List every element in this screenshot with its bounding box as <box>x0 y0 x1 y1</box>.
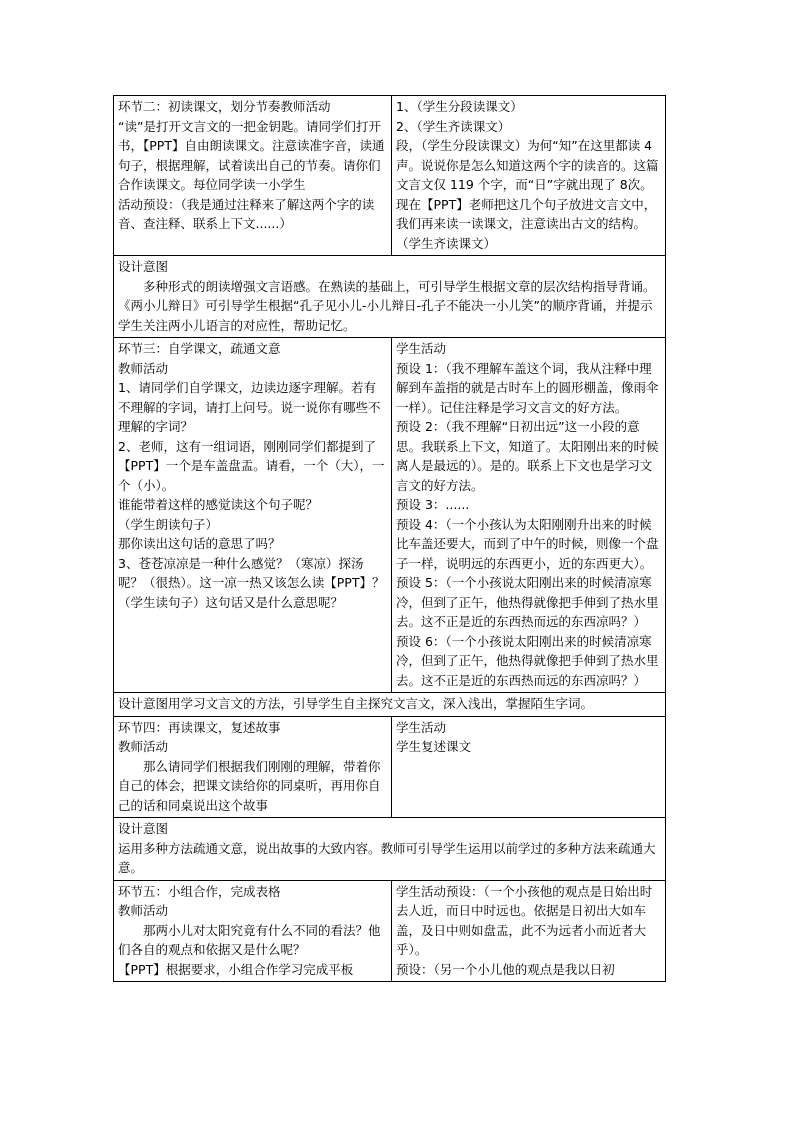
section3-step-3: 3、苍苍凉凉是一种什么感觉？（寒凉）探汤呢？（很热）。这一凉一热又该怎么读【PPT】？（学生读句子）这句话又是什么意思呢？ <box>118 555 385 610</box>
section2-heading: 环节二：初读课文，划分节奏教师活动 <box>118 99 331 114</box>
section3-heading: 环节三：自学课文，疏通文意 <box>118 341 281 356</box>
section4-student-label: 学生活动 <box>396 719 447 735</box>
section5-teacher-cell <box>114 880 392 982</box>
intent2-cell <box>114 693 666 717</box>
section4-teacher-cell <box>114 716 392 818</box>
section3-student-cell <box>392 338 666 693</box>
section5-teacher-label: 教师活动 <box>118 903 169 918</box>
section4-heading: 环节四：再读课文，复述故事 <box>118 719 281 735</box>
section5-student-cell <box>392 880 666 982</box>
preset-3: 预设 3：...... <box>396 497 470 512</box>
row-section3 <box>114 338 666 693</box>
section3-question: 谁能带着这样的感觉读这个句子呢？ <box>118 497 319 512</box>
section5-heading: 环节五：小组合作，完成表格 <box>118 883 281 899</box>
section3-teacher-cell <box>114 338 392 693</box>
section2-teacher-text: “读”是打开文言文的一把金钥匙。请同学们打开书，【PPT】自由朗读课文。注意读准字音，读通句子，根据理解，试着读出自己的节奏。请你们合作读课文。每位同学读一小学生 <box>118 118 385 192</box>
section5-preset-2: 预设：（另一个小儿他的观点是我以日初 <box>396 961 615 977</box>
section4-teacher-label: 教师活动 <box>118 739 169 754</box>
row-section2 <box>114 96 666 256</box>
intent1-body: 多种形式的朗读增强文言语感。在熟读的基础上，可引导学生根据文章的层次结构指导背诵。《两小儿辩日》可引导学生根据“孔子见小儿-小儿辩日-孔子不能决一小儿笑”的顺序背诵，并提示学生关注两小儿语言的对应性，帮助记忆。 <box>118 278 656 333</box>
preset-1: 预设 1：（我不理解车盖这个词，我从注释中理解到车盖指的就是古时车上的圆形棚盖，像雨伞一样）。记住注释是学习文言文的好方法。 <box>396 360 659 415</box>
row-intent1 <box>114 256 666 338</box>
preset-5: 预设 5：（一个小孩说太阳刚出来的时候清凉寒冷，但到了正午，他热得就像把手伸到了热水里去。这不正是近的东西热而远的东西凉吗？） <box>396 575 659 629</box>
section5-teacher-text: 那两小儿对太阳究竟有什么不同的看法？他们各自的观点和依据又是什么呢？ <box>118 922 381 957</box>
section3-step-1: 1、请同学们自学课文，边读边逐字理解。若有不理解的字词，请打上问号。说一说你有哪些不理解的字词？ <box>118 380 381 434</box>
section2-student-cell <box>392 96 666 256</box>
section2-student-2: 2、（学生齐读课文） <box>396 118 511 134</box>
intent1-cell <box>114 256 666 338</box>
lesson-plan-table <box>113 95 666 982</box>
section3-student-label: 学生活动 <box>396 341 447 356</box>
section4-student-cell <box>392 716 666 818</box>
section3-student-read: （学生朗读句子） <box>118 516 219 532</box>
section2-student-3: 段，（学生分段读课文）为何“知”在这里都读 4声。说说你是怎么知道这两个字的读音的。这篇文言文仅 119 个字，而“日”字就出现了 8次。现在【PPT】老师把这几个句子放进文言文中，我们再来读一读课文，注意读出古文的结构。（学生齐读课文） <box>396 138 659 251</box>
intent3-title: 设计意图 <box>118 821 169 836</box>
section4-teacher-text: 那么请同学们根据我们刚刚的理解，带着你自己的体会，把课文读给你的同桌听，再用你自己的话和同桌说出这个故事 <box>118 758 381 813</box>
section4-student-text: 学生复述课文 <box>396 739 472 754</box>
section3-teacher-label: 教师活动 <box>118 360 169 376</box>
intent2-body: 设计意图用学习文言文的方法，引导学生自主探究文言文，深入浅出，掌握陌生字词。 <box>118 696 594 711</box>
intent3-cell <box>114 818 666 881</box>
section5-ppt-task: 【PPT】根据要求，小组合作学习完成平板 <box>118 961 354 977</box>
section3-meaning: 那你读出这句话的意思了吗？ <box>118 536 281 551</box>
intent3-body: 运用多种方法疏通文意，说出故事的大致内容。教师可引导学生运用以前学过的多种方法来疏通大意。 <box>118 840 656 875</box>
preset-4: 预设 4：（一个小孩认为太阳刚刚升出来的时候比车盖还要大，而到了中午的时候，则像一个盘子一样，说明远的东西更小，近的东西更大）。 <box>396 516 659 571</box>
section2-preset: 活动预设：（我是通过注释来了解这两个字的读音、查注释、联系上下文......） <box>118 196 375 231</box>
row-section5 <box>114 880 666 982</box>
intent1-title: 设计意图 <box>118 259 169 274</box>
section2-student-1: 1、（学生分段读课文） <box>396 99 523 114</box>
section2-teacher-cell <box>114 96 392 256</box>
row-intent2 <box>114 693 666 717</box>
preset-6: 预设 6：（一个小孩说太阳刚出来的时候清凉寒冷，但到了正午，他热得就像把手伸到了热水里去。这不正是近的东西热而远的东西凉吗？） <box>396 633 659 688</box>
section3-step-2: 2、老师，这有一组词语，刚刚同学们都提到了【PPT】一个是车盖盘盂。请看，一个（大），一个（小）。 <box>118 438 385 493</box>
row-section4 <box>114 716 666 818</box>
preset-2: 预设 2：（我不理解“日初出远”这一小段的意思。我联系上下文，知道了。太阳刚出来的时候离人是最远的）。是的。联系上下文也是学习文言文的好方法。 <box>396 419 659 493</box>
row-intent3 <box>114 818 666 881</box>
section5-preset-1: 学生活动预设：（一个小孩他的观点是日始出时去人近，而日中时远也。依据是日初出大如车盖，及日中则如盘盂，此不为远者小而近者大乎）。 <box>396 883 653 957</box>
